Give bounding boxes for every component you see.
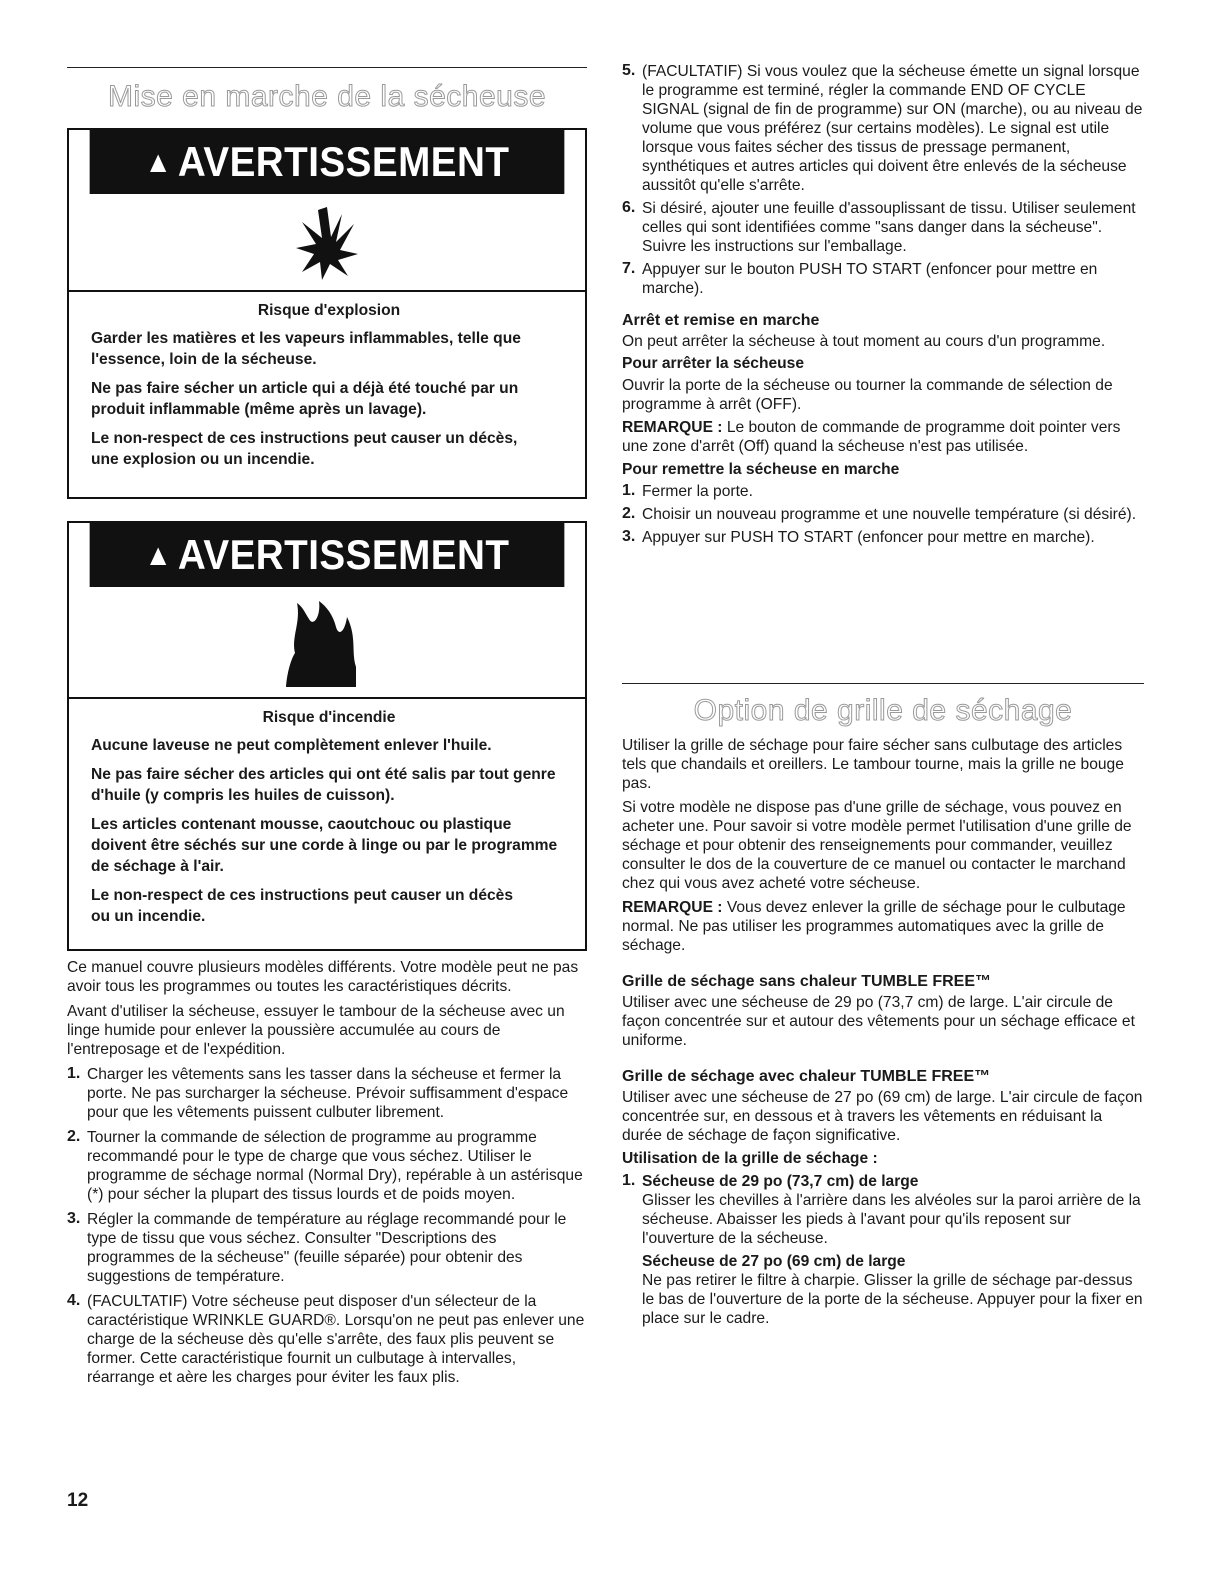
- warning-header: ▲ AVERTISSEMENT: [90, 130, 565, 194]
- left-body: [67, 958, 587, 1387]
- step-item: 2. Tourner la commande de sélection de programme au programme recommandé pour le type de charge que vous séchez. Utiliser le programme de séchage normal (Normal Dry), repérable à un astérisque (*) pour sécher la plupart des tissus lourds et de poids moyen.: [67, 1128, 583, 1203]
- remark-paragraph: REMARQUE : Le bouton de commande de programme doit pointer vers une zone d'arrêt (Off) quand la sécheuse n'est pas utilisée.: [622, 419, 1121, 455]
- remark-paragraph: REMARQUE : Vous devez enlever la grille de séchage pour le culbutage normal. Ne pas utiliser les programmes automatiques avec la grille de séchage.: [622, 899, 1126, 954]
- warning-box-explosion: [67, 128, 587, 499]
- rack-rule: [622, 683, 1144, 684]
- warning-line: Ne pas faire sécher des articles qui ont été salis par tout genre d'huile (y compris les huiles de cuisson).: [91, 766, 556, 804]
- warning-text: [69, 699, 585, 927]
- fire-pictogram: [69, 587, 585, 699]
- stop-subheading: Pour arrêter la sécheuse: [622, 355, 805, 372]
- step-item: 1. Fermer la porte.: [622, 482, 753, 500]
- warning-line: Ne pas faire sécher un article qui a déjà été touché par un produit inflammable (même après un lavage).: [91, 380, 519, 418]
- restart-subheading: Pour remettre la sécheuse en marche: [622, 461, 900, 478]
- stop-sub-text: Ouvrir la porte de la sécheuse ou tourner la commande de sélection de programme à arrêt (OFF).: [622, 377, 1113, 413]
- step-item: 1. Charger les vêtements sans les tasser dans la sécheuse et fermer la porte. Ne pas surcharger la sécheuse. Prévoir suffisamment d'espace pour que les vêtements puissent culbuter librement.: [67, 1065, 569, 1121]
- use-a-heading: Sécheuse de 29 po (73,7 cm) de large: [642, 1173, 919, 1190]
- stop-text: On peut arrêter la sécheuse à tout moment au cours d'un programme.: [622, 333, 1106, 350]
- use-subheading: Utilisation de la grille de séchage :: [622, 1150, 878, 1167]
- warning-text: [69, 292, 585, 470]
- warning-triangle-icon: ▲: [144, 539, 173, 572]
- warning-line: Garder les matières et les vapeurs inflammables, telle que l'essence, loin de la sécheuse.: [91, 330, 521, 368]
- risk-title: Risque d'explosion: [257, 302, 401, 319]
- rack-paragraph: Si votre modèle ne dispose pas d'une grille de séchage, vous pouvez en acheter une. Pour savoir si votre modèle permet l'utilisation d'une grille de séchage et pour obtenir des renseignements pour commander, veuillez consulter le dos de la couverture de ce manuel ou contacter le marchand chez qui vous avez acheté votre sécheuse.: [622, 799, 1132, 892]
- page-number: 12: [67, 1490, 89, 1511]
- warning-line: Aucune laveuse ne peut complètement enlever l'huile.: [91, 737, 492, 754]
- warning-line: Le non-respect de ces instructions peut causer un décès, une explosion ou un incendie.: [91, 430, 518, 468]
- step-item: 3. Appuyer sur PUSH TO START (enfoncer pour mettre en marche).: [622, 528, 1095, 546]
- use-b-heading: Sécheuse de 27 po (69 cm) de large: [642, 1253, 906, 1270]
- heat-text: Utiliser avec une sécheuse de 27 po (69 cm) de large. L'air circule de façon concentrée sur, en dessous et à travers les vêtements en réduisant la durée de séchage de façon significative.: [622, 1089, 1143, 1144]
- step-item: 7. Appuyer sur le bouton PUSH TO START (enfoncer pour mettre en marche).: [622, 260, 1098, 297]
- risk-title: Risque d'incendie: [262, 709, 396, 726]
- intro-paragraph: Avant d'utiliser la sécheuse, essuyer le tambour de la sécheuse avec un linge humide pour enlever la poussière accumulée au cours de l'entreposage et de l'expédition.: [67, 1003, 565, 1058]
- no-heat-heading: Grille de séchage sans chaleur TUMBLE FREE™: [622, 973, 991, 990]
- warning-triangle-icon: ▲: [144, 146, 173, 179]
- section-title: Mise en marche de la sécheuse: [107, 80, 547, 113]
- top-rule-left: [67, 67, 587, 68]
- stop-heading: Arrêt et remise en marche: [622, 312, 820, 329]
- warning-line: Le non-respect de ces instructions peut causer un décès ou un incendie.: [91, 887, 514, 925]
- no-heat-text: Utiliser avec une sécheuse de 29 po (73,7 cm) de large. L'air circule de façon concentrée sur et autour des vêtements pour un séchage efficace et uniforme.: [622, 994, 1135, 1049]
- use-a-text: Glisser les chevilles à l'arrière dans les alvéoles sur la paroi arrière de la sécheuse. Abaisser les pieds à l'avant pour qu'ils reposent sur l'ouverture de la sécheuse.: [642, 1192, 1141, 1247]
- step-item: 5. (FACULTATIF) Si vous voulez que la sécheuse émette un signal lorsque le programme est terminé, régler la commande END OF CYCLE SIGNAL (signal de fin de programme) sur ON (marche), ou au niveau de volume que vous préférez (sur certains modèles). Le signal est utile lorsque vous faites sécher des tissus de pressage permanent, synthétiques et autres articles qui doivent être enlevés de la sécheuse aussitôt qu'elle s'arrête.: [622, 62, 1143, 194]
- step-item: 6. Si désiré, ajouter une feuille d'assouplissant de tissu. Utiliser seulement celles qui sont identifiées comme "sans danger dans la sécheuse". Suivre les instructions sur l'emballage.: [622, 199, 1136, 255]
- rack-section-title: Option de grille de séchage: [693, 694, 1073, 727]
- warning-line: Les articles contenant mousse, caoutchouc ou plastique doivent être séchés sur une corde à linge ou par le programme de séchage à l'air.: [91, 816, 558, 875]
- intro-paragraph: Ce manuel couvre plusieurs modèles différents. Votre modèle peut ne pas avoir tous les programmes ou toutes les caractéristiques décrits.: [67, 959, 579, 995]
- explosion-icon: [292, 202, 362, 282]
- explosion-pictogram: [69, 194, 585, 292]
- use-b-text: Ne pas retirer le filtre à charpie. Glisser la grille de séchage par-dessus le bas de l'ouverture de la porte de la sécheuse. Appuyer pour la fixer en place sur le cadre.: [642, 1272, 1143, 1327]
- right-body-top: [622, 62, 1144, 547]
- rack-paragraph: Utiliser la grille de séchage pour faire sécher sans culbutage des articles tels que chandails et oreillers. Le tambour tourne, mais la grille ne bouge pas.: [622, 737, 1124, 792]
- fire-icon: [281, 597, 361, 693]
- warning-box-fire: [67, 521, 587, 951]
- step-item: 4. (FACULTATIF) Votre sécheuse peut disposer d'un sélecteur de la caractéristique WRINKLE GUARD®. Lorsqu'on ne peut pas enlever une charge de la sécheuse dès qu'elle s'arrête, des faux plis peuvent se former. Cette caractéristique fournit un culbutage à intervalles, réarrange et aère les charges pour éviter les faux plis.: [67, 1292, 585, 1386]
- step-item: 3. Régler la commande de température au réglage recommandé pour le type de tissu que vous séchez. Consulter "Descriptions des programmes de la sécheuse" (feuille séparée) pour obtenir des suggestions de température.: [67, 1210, 567, 1285]
- warning-header: ▲ AVERTISSEMENT: [90, 523, 565, 587]
- step-item: 2. Choisir un nouveau programme et une nouvelle température (si désiré).: [622, 505, 1137, 523]
- right-body-bottom: [622, 736, 1144, 1328]
- step-item: 1. Sécheuse de 29 po (73,7 cm) de large Glisser les chevilles à l'arrière dans les alvéoles sur la paroi arrière de la sécheuse. Abaisser les pieds à l'avant pour qu'ils reposent sur l'ouverture de la sécheuse. Sécheuse de 27 po (69 cm) de large Ne pas retirer le filtre à charpie. Glisser la grille de séchage par-dessus le bas de l'ouverture de la porte de la sécheuse. Appuyer pour la fixer en place sur le cadre.: [622, 1172, 1143, 1327]
- heat-heading: Grille de séchage avec chaleur TUMBLE FREE™: [622, 1068, 991, 1085]
